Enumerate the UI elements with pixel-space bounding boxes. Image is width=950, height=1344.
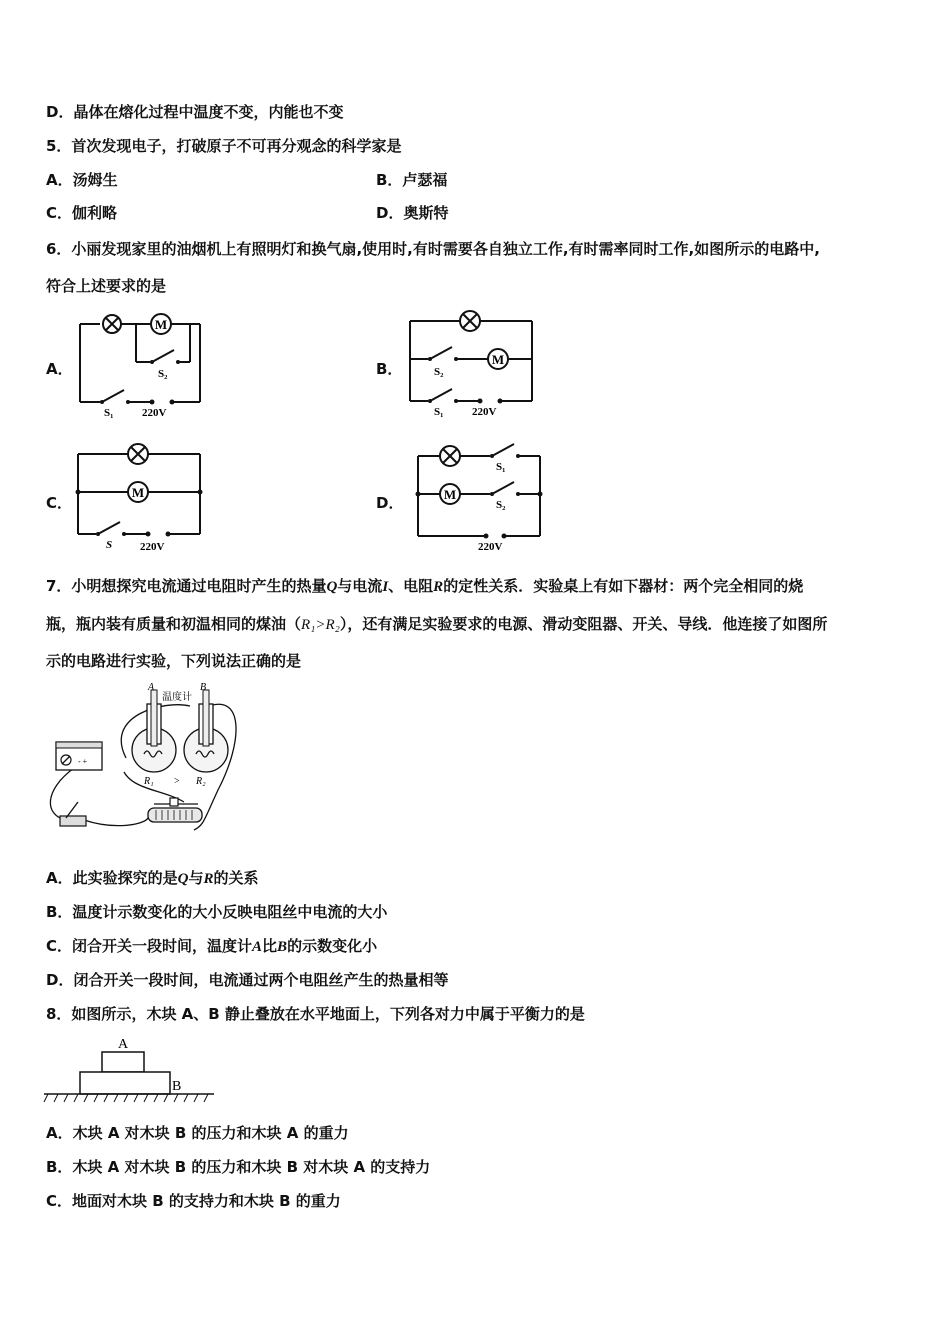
motor-icon xyxy=(440,484,460,504)
circuit-d-diagram xyxy=(410,440,550,555)
svg-text:S₂: S₂ xyxy=(434,366,444,378)
lamp-icon xyxy=(128,444,148,464)
svg-text:温度计: 温度计 xyxy=(162,692,192,703)
switch-s1-icon xyxy=(428,389,458,403)
svg-text:B: B xyxy=(200,682,207,693)
q7-stem-line2: 瓶，瓶内装有质量和初温相同的煤油（R₁>R₂），还有满足实验要求的电源、滑动变阻器、开关、导线．他连接了如图所 xyxy=(46,615,828,633)
switch-s1-icon xyxy=(490,444,520,458)
knife-switch-icon xyxy=(60,802,86,826)
switch-s2-icon xyxy=(428,347,458,361)
circuit-a-diagram xyxy=(70,310,210,420)
ground-hatch xyxy=(44,1094,208,1102)
q7-option-a: A．此实验探究的是Q与R的关系 xyxy=(46,869,259,887)
switch-s-icon xyxy=(96,522,126,536)
svg-text:S: S xyxy=(106,539,113,551)
svg-text:S₁: S₁ xyxy=(496,461,506,473)
q6-label-b: B． xyxy=(376,360,403,378)
q5-option-c: C．伽利略 xyxy=(46,204,118,222)
q8-option-c: C．地面对木块 B 的支持力和木块 B 的重力 xyxy=(46,1192,341,1210)
motor-icon xyxy=(488,349,508,369)
q8-blocks-diagram xyxy=(44,1034,224,1106)
svg-text:M: M xyxy=(443,487,457,502)
svg-text:S₂: S₂ xyxy=(158,368,168,380)
switch-s2-icon xyxy=(490,482,520,496)
q8-option-a: A．木块 A 对木块 B 的压力和木块 A 的重力 xyxy=(46,1124,349,1142)
circuit-b-diagram xyxy=(402,305,542,420)
svg-text:>: > xyxy=(174,776,180,787)
svg-text:S₁: S₁ xyxy=(434,406,444,418)
switch-s2-icon xyxy=(150,350,180,364)
svg-text:A: A xyxy=(148,682,155,693)
q5-option-d: D．奥斯特 xyxy=(376,204,449,222)
svg-text:S₂: S₂ xyxy=(496,499,506,511)
q5-option-b: B．卢瑟福 xyxy=(376,171,448,189)
q7-option-c: C．闭合开关一段时间，温度计A比B的示数变化小 xyxy=(46,937,378,955)
q5-option-a: A．汤姆生 xyxy=(46,171,118,189)
q5-stem: 5．首次发现电子，打破原子不可再分观念的科学家是 xyxy=(46,137,402,155)
svg-text:B: B xyxy=(172,1079,182,1094)
q4-option-d: D．晶体在熔化过程中温度不变，内能也不变 xyxy=(46,103,344,121)
svg-text:R₂: R₂ xyxy=(196,776,206,787)
lamp-icon xyxy=(440,446,460,466)
block-b xyxy=(80,1072,170,1094)
lamp-icon xyxy=(103,315,121,333)
svg-text:R₁: R₁ xyxy=(144,776,154,787)
svg-text:220V: 220V xyxy=(478,541,503,553)
q8-option-b: B．木块 A 对木块 B 的压力和木块 B 对木块 A 的支持力 xyxy=(46,1158,431,1176)
motor-icon xyxy=(151,314,171,334)
q7-experiment-diagram xyxy=(44,680,254,840)
svg-text:M: M xyxy=(491,352,505,367)
svg-text:M: M xyxy=(154,317,168,332)
lamp-icon xyxy=(460,311,480,331)
svg-text:- +: - + xyxy=(78,757,88,766)
rheostat-icon xyxy=(148,798,202,822)
svg-text:M: M xyxy=(131,485,145,500)
q7-option-d: D．闭合开关一段时间，电流通过两个电阻丝产生的热量相等 xyxy=(46,971,449,989)
block-a xyxy=(102,1052,144,1072)
svg-text:S₁: S₁ xyxy=(104,407,114,419)
q7-option-b: B．温度计示数变化的大小反映电阻丝中电流的大小 xyxy=(46,903,388,921)
q6-label-a: A． xyxy=(46,360,73,378)
q7-stem-line1: 7．小明想探究电流通过电阻时产生的热量Q与电流I、电阻R的定性关系．实验桌上有如下器材：两个完全相同的烧 xyxy=(46,577,804,595)
svg-text:220V: 220V xyxy=(140,541,165,553)
svg-text:A: A xyxy=(118,1037,129,1052)
q7-stem-line3: 示的电路进行实验，下列说法正确的是 xyxy=(46,652,302,670)
motor-icon xyxy=(128,482,148,502)
q8-stem: 8．如图所示，木块 A、B 静止叠放在水平地面上，下列各对力中属于平衡力的是 xyxy=(46,1005,585,1023)
circuit-c-diagram xyxy=(70,440,210,555)
q6-stem-line1: 6．小丽发现家里的油烟机上有照明灯和换气扇,使用时,有时需要各自独立工作,有时需率同时工作,如图所示的电路中, xyxy=(46,240,820,258)
svg-text:220V: 220V xyxy=(472,406,497,418)
q6-label-d: D． xyxy=(376,494,404,512)
switch-s1-icon xyxy=(100,390,130,404)
q6-stem-line2: 符合上述要求的是 xyxy=(46,277,167,295)
power-supply-icon xyxy=(56,742,102,770)
q6-label-c: C． xyxy=(46,494,73,512)
svg-text:220V: 220V xyxy=(142,407,167,419)
